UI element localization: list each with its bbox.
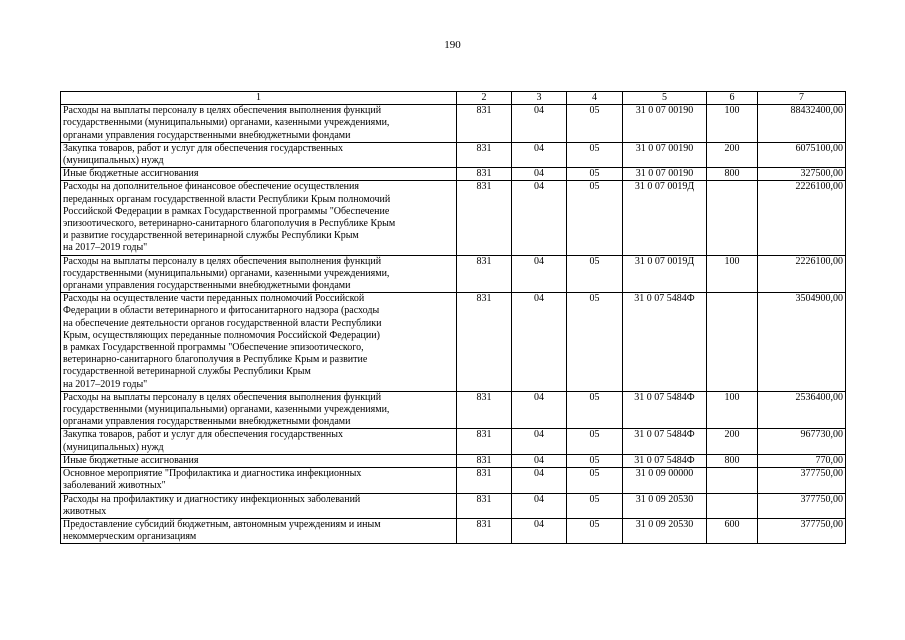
section-code: 04 — [512, 105, 567, 143]
expense-type-code — [707, 493, 758, 518]
row-description — [61, 293, 457, 392]
subsection-code: 05 — [567, 105, 623, 143]
amount-cell: 88432400,00 — [758, 105, 846, 143]
expense-type-code: 800 — [707, 454, 758, 467]
ministry-code: 831 — [457, 429, 512, 454]
description-line: переданных органам государственной власти Республики Крым полномочий — [63, 193, 391, 205]
description-line: заболеваний животных" — [63, 480, 166, 492]
description-line: государственными (муниципальными) органами, казенными учреждениями, — [63, 404, 390, 416]
amount-cell: 770,00 — [758, 454, 846, 467]
expense-type-code: 100 — [707, 105, 758, 143]
description-line: и развитие государственной ветеринарной службы Республики Крым — [63, 230, 359, 242]
row-description — [61, 518, 457, 543]
description-line: Расходы на выплаты персоналу в целях обеспечения выполнения функций — [63, 105, 382, 117]
amount-cell: 327500,00 — [758, 168, 846, 181]
target-article-code: 31 0 07 0019Д — [623, 181, 707, 255]
section-code: 04 — [512, 142, 567, 167]
section-code: 04 — [512, 468, 567, 493]
target-article-code: 31 0 07 5484Ф — [623, 429, 707, 454]
row-description — [61, 468, 457, 493]
row-description — [61, 181, 457, 255]
target-article-code: 31 0 07 00190 — [623, 168, 707, 181]
subsection-code: 05 — [567, 181, 623, 255]
target-article-code: 31 0 07 5484Ф — [623, 454, 707, 467]
target-article-code: 31 0 07 5484Ф — [623, 391, 707, 429]
subsection-code: 05 — [567, 391, 623, 429]
description-line: некоммерческим организациям — [63, 531, 197, 543]
subsection-code: 05 — [567, 518, 623, 543]
description-line: (муниципальных) нужд — [63, 441, 164, 453]
ministry-code: 831 — [457, 293, 512, 392]
row-description — [61, 493, 457, 518]
description-line: Расходы на выплаты персоналу в целях обеспечения выполнения функций — [63, 255, 382, 267]
subsection-code: 05 — [567, 142, 623, 167]
amount-cell: 377750,00 — [758, 518, 846, 543]
description-line: Расходы на дополнительное финансовое обеспечение осуществления — [63, 181, 359, 193]
target-article-code: 31 0 09 20530 — [623, 493, 707, 518]
expense-type-code — [707, 181, 758, 255]
section-code: 04 — [512, 168, 567, 181]
description-line: государственными (муниципальными) органами, казенными учреждениями, — [63, 117, 390, 129]
expense-type-code: 100 — [707, 255, 758, 293]
target-article-code: 31 0 07 5484Ф — [623, 293, 707, 392]
ministry-code: 831 — [457, 518, 512, 543]
description-line: Расходы на профилактику и диагностику инфекционных заболеваний — [63, 493, 361, 505]
description-line: государственными (муниципальными) органами, казенными учреждениями, — [63, 267, 390, 279]
column-header-7: 7 — [758, 92, 846, 105]
description-line: Расходы на осуществление части переданных полномочий Российской — [63, 293, 365, 305]
table-row — [61, 429, 846, 454]
section-code: 04 — [512, 454, 567, 467]
row-description — [61, 105, 457, 143]
amount-cell: 377750,00 — [758, 493, 846, 518]
target-article-code: 31 0 07 0019Д — [623, 255, 707, 293]
table-row — [61, 493, 846, 518]
expense-type-code: 200 — [707, 429, 758, 454]
ministry-code: 831 — [457, 168, 512, 181]
expense-type-code: 600 — [707, 518, 758, 543]
table-row — [61, 454, 846, 467]
row-description — [61, 142, 457, 167]
section-code: 04 — [512, 391, 567, 429]
expense-type-code: 200 — [707, 142, 758, 167]
table-row — [61, 105, 846, 143]
amount-cell: 2226100,00 — [758, 255, 846, 293]
table-row — [61, 293, 846, 392]
section-code: 04 — [512, 293, 567, 392]
column-header-5: 5 — [623, 92, 707, 105]
section-code: 04 — [512, 181, 567, 255]
section-code: 04 — [512, 429, 567, 454]
section-code: 04 — [512, 493, 567, 518]
target-article-code: 31 0 09 00000 — [623, 468, 707, 493]
description-line: в рамках Государственной программы "Обеспечение эпизоотического, — [63, 342, 364, 354]
page-number: 190 — [444, 39, 461, 51]
row-description — [61, 255, 457, 293]
budget-table — [60, 91, 846, 544]
table-row — [61, 391, 846, 429]
ministry-code: 831 — [457, 493, 512, 518]
description-line: Иные бюджетные ассигнования — [63, 454, 199, 466]
target-article-code: 31 0 09 20530 — [623, 518, 707, 543]
target-article-code: 31 0 07 00190 — [623, 142, 707, 167]
subsection-code: 05 — [567, 293, 623, 392]
table-row — [61, 181, 846, 255]
row-description — [61, 391, 457, 429]
description-line: Предоставление субсидий бюджетным, автономным учреждениям и иным — [63, 518, 381, 530]
amount-cell: 3504900,00 — [758, 293, 846, 392]
amount-cell: 2536400,00 — [758, 391, 846, 429]
section-code: 04 — [512, 255, 567, 293]
description-line: государственной ветеринарной службы Республики Крым — [63, 366, 311, 378]
description-line: на обеспечение деятельности органов государственной власти Республики — [63, 317, 382, 329]
ministry-code: 831 — [457, 142, 512, 167]
description-line: (муниципальных) нужд — [63, 155, 164, 167]
row-description — [61, 429, 457, 454]
description-line: органами управления государственными внебюджетными фондами — [63, 416, 351, 428]
description-line: Закупка товаров, работ и услуг для обеспечения государственных — [63, 429, 344, 441]
ministry-code: 831 — [457, 454, 512, 467]
column-header-4: 4 — [567, 92, 623, 105]
subsection-code: 05 — [567, 493, 623, 518]
ministry-code: 831 — [457, 255, 512, 293]
amount-cell: 377750,00 — [758, 468, 846, 493]
column-number-row — [61, 92, 846, 105]
table-row — [61, 142, 846, 167]
column-header-3: 3 — [512, 92, 567, 105]
column-header-1: 1 — [61, 92, 457, 105]
description-line: Закупка товаров, работ и услуг для обеспечения государственных — [63, 142, 344, 154]
description-line: Иные бюджетные ассигнования — [63, 168, 199, 180]
row-description — [61, 454, 457, 467]
description-line: органами управления государственными внебюджетными фондами — [63, 129, 351, 141]
row-description — [61, 168, 457, 181]
ministry-code: 831 — [457, 391, 512, 429]
expense-type-code: 100 — [707, 391, 758, 429]
description-line: Российской Федерации в рамках Государственной программы "Обеспечение — [63, 205, 390, 217]
description-line: органами управления государственными внебюджетными фондами — [63, 280, 351, 292]
ministry-code: 831 — [457, 105, 512, 143]
description-line: ветеринарно-санитарного благополучия в Республике Крым и развитие — [63, 354, 368, 366]
description-line: на 2017–2019 годы" — [63, 242, 148, 254]
subsection-code: 05 — [567, 454, 623, 467]
description-line: Крым, осуществляющих переданные полномочия Российской Федерации) — [63, 329, 380, 341]
table-row — [61, 468, 846, 493]
table-row — [61, 168, 846, 181]
ministry-code: 831 — [457, 468, 512, 493]
column-header-6: 6 — [707, 92, 758, 105]
subsection-code: 05 — [567, 168, 623, 181]
expense-type-code: 800 — [707, 168, 758, 181]
amount-cell: 2226100,00 — [758, 181, 846, 255]
description-line: эпизоотического, ветеринарно-санитарного благополучия в Республике Крым — [63, 218, 396, 230]
subsection-code: 05 — [567, 255, 623, 293]
description-line: Основное мероприятие "Профилактика и диагностика инфекционных — [63, 468, 362, 480]
table-row — [61, 255, 846, 293]
expense-type-code — [707, 468, 758, 493]
expense-type-code — [707, 293, 758, 392]
amount-cell: 967730,00 — [758, 429, 846, 454]
subsection-code: 05 — [567, 468, 623, 493]
amount-cell: 6075100,00 — [758, 142, 846, 167]
ministry-code: 831 — [457, 181, 512, 255]
table-row — [61, 518, 846, 543]
description-line: Расходы на выплаты персоналу в целях обеспечения выполнения функций — [63, 391, 382, 403]
target-article-code: 31 0 07 00190 — [623, 105, 707, 143]
section-code: 04 — [512, 518, 567, 543]
description-line: на 2017–2019 годы" — [63, 378, 148, 390]
subsection-code: 05 — [567, 429, 623, 454]
budget-table-body — [61, 105, 846, 544]
description-line: животных — [63, 505, 107, 517]
column-header-2: 2 — [457, 92, 512, 105]
description-line: Федерации в области ветеринарного и фитосанитарного надзора (расходы — [63, 305, 380, 317]
